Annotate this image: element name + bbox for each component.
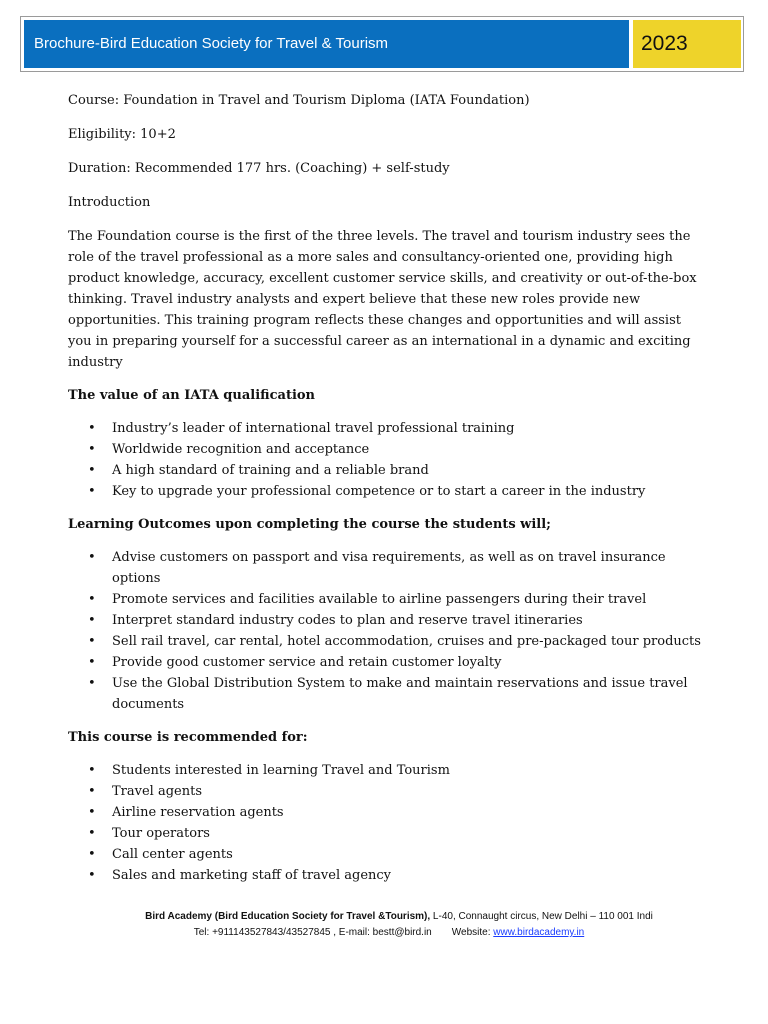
- header-title: Brochure-Bird Education Society for Travel & Tourism: [24, 20, 629, 68]
- list-item: • Worldwide recognition and acceptance: [68, 439, 704, 460]
- header-year: 2023: [633, 20, 741, 68]
- list-item: • Industry’s leader of international travel professional training: [68, 418, 704, 439]
- footer-contact-line: [0, 925, 768, 941]
- list-item: • Interpret standard industry codes to plan and reserve travel itineraries: [68, 610, 704, 631]
- list-item: • Promote services and facilities available to airline passengers during their travel: [68, 589, 704, 610]
- recommended-section-heading: This course is recommended for:: [68, 730, 308, 745]
- list-item: • Airline reservation agents: [68, 802, 704, 823]
- intro-heading: Introduction: [68, 195, 151, 210]
- list-item: • Key to upgrade your professional competence or to start a career in the industry: [68, 481, 704, 502]
- list-item: • Students interested in learning Travel and Tourism: [68, 760, 704, 781]
- course-line: Course: Foundation in Travel and Tourism Diploma (IATA Foundation): [68, 93, 530, 108]
- footer-website-label: Website:: [451, 927, 491, 938]
- list-item: • A high standard of training and a reliable brand: [68, 460, 704, 481]
- eligibility-line: Eligibility: 10+2: [68, 127, 176, 142]
- list-item: • Sales and marketing staff of travel agency: [68, 865, 704, 886]
- outcomes-list: [68, 547, 704, 715]
- footer-tel-email: Tel: +911143527843/43527845 , E-mail: bestt@bird.in: [193, 927, 432, 938]
- list-item: • Tour operators: [68, 823, 704, 844]
- footer-org-name: Bird Academy (Bird Education Society for Travel &Tourism),: [145, 911, 431, 922]
- list-item: • Provide good customer service and retain customer loyalty: [68, 652, 704, 673]
- footer-address-line: [0, 909, 768, 925]
- outcomes-section-heading: Learning Outcomes upon completing the course the students will;: [68, 517, 551, 532]
- value-section-heading: The value of an IATA qualification: [68, 388, 316, 403]
- intro-paragraph: The Foundation course is the first of the three levels. The travel and tourism industry sees the role of the travel professional as a more sales and consultancy-oriented one, providing high product knowledge, accuracy, excellent customer service skills, and creativity or out-of-the-box thinking. Travel industry analysts and expert believe that these new roles provide new opportunities. This training program reflects these changes and opportunities and will assist you in preparing yourself for a successful career as an international in a dynamic and exciting industry: [68, 229, 697, 370]
- page-footer: [0, 909, 768, 941]
- list-item: • Call center agents: [68, 844, 704, 865]
- duration-line: Duration: Recommended 177 hrs. (Coaching) + self-study: [68, 161, 450, 176]
- recommended-list: [68, 760, 704, 886]
- value-list: [68, 418, 704, 502]
- brochure-header: [20, 16, 744, 72]
- list-item: • Sell rail travel, car rental, hotel accommodation, cruises and pre-packaged tour products: [68, 631, 704, 652]
- list-item: • Advise customers on passport and visa requirements, as well as on travel insurance options: [68, 547, 704, 589]
- footer-address: L-40, Connaught circus, New Delhi – 110 001 Indi: [430, 911, 653, 922]
- list-item: • Use the Global Distribution System to make and maintain reservations and issue travel documents: [68, 673, 704, 715]
- document-body: [68, 90, 704, 898]
- footer-website-link[interactable]: www.birdacademy.in: [493, 927, 585, 938]
- list-item: • Travel agents: [68, 781, 704, 802]
